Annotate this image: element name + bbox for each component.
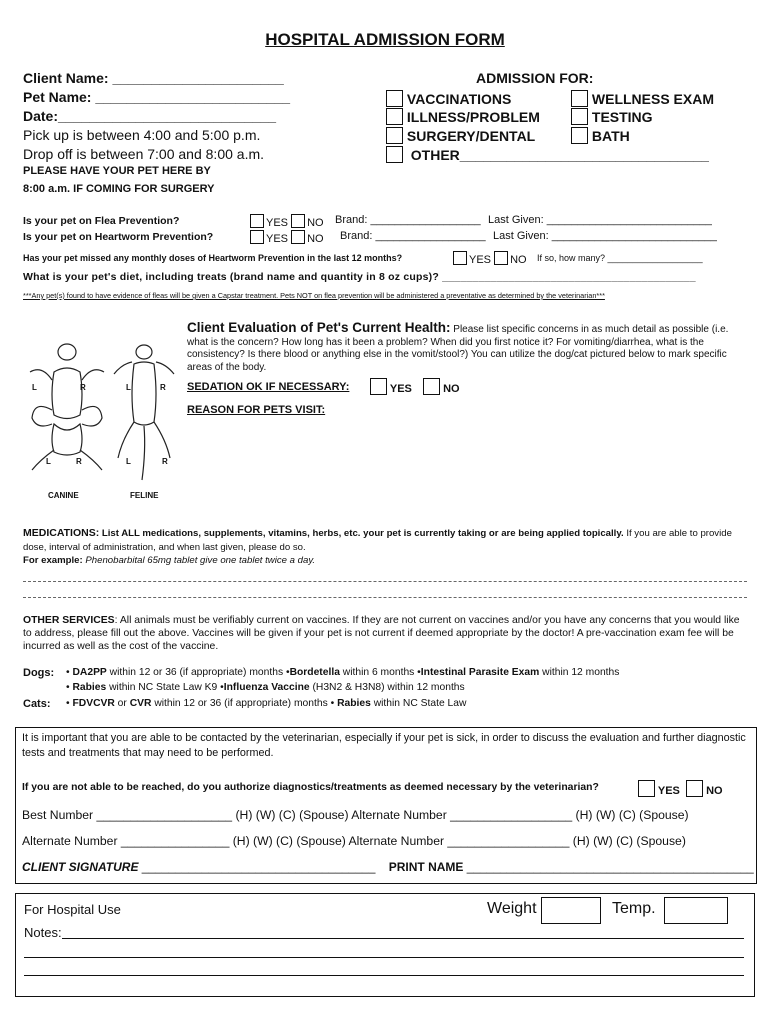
admission-other[interactable]: OTHER________________________________ [386,146,709,163]
heartworm-last-given-field[interactable]: Last Given: ___________________________ [493,230,717,242]
checkbox[interactable] [386,146,403,163]
sedation-yes[interactable]: YES [370,378,412,395]
checkbox[interactable] [423,378,440,395]
contact-important: It is important that you are able to be contacted by the veterinarian, especially if your pet is sick, in order to discuss the evaluation and further diagnostic tests and treatments that may need to be performed. [22,732,746,759]
cats-label: Cats: [23,698,51,710]
signature-row[interactable] [22,860,754,874]
checkbox[interactable] [571,127,588,144]
pickup-text: Pick up is between 4:00 and 5:00 p.m. [23,127,261,143]
admission-vaccinations[interactable]: VACCINATIONS [386,90,511,107]
evaluation-section [187,322,752,374]
temp-label: Temp. [612,900,656,917]
notes-line-1[interactable] [62,938,744,939]
checkbox[interactable] [571,90,588,107]
other-services-label: OTHER SERVICES [23,615,115,626]
form-title: HOSPITAL ADMISSION FORM [265,30,505,49]
canine-hindlegs-icon [32,450,102,470]
admission-bath[interactable]: BATH [571,127,630,144]
missed-doses-question: Has your pet missed any monthly doses of Heartworm Prevention in the last 12 months? [23,253,403,263]
canine-head-icon [58,344,76,360]
canine-label: CANINE [48,491,79,500]
medications-instruction: List ALL medications, supplements, vitamins, herbs, etc. your pet is currently taking or are being applied topically. [101,528,624,539]
reason-for-visit-label: REASON FOR PETS VISIT: [187,404,326,416]
evaluation-heading: Client Evaluation of Pet's Current Health: [187,320,451,335]
surgery-notice-1: PLEASE HAVE YOUR PET HERE BY [23,165,211,177]
checkbox[interactable] [291,230,305,244]
print-name-line[interactable]: ___________________________________________ [466,860,754,874]
checkbox[interactable] [386,127,403,144]
notes-line-2[interactable] [24,957,744,958]
hospital-use-label: For Hospital Use [24,902,121,917]
feline-left-label-2: L [126,457,131,466]
feline-torso-icon [132,362,156,425]
dog-vaccine-line-1: • DA2PP within 12 or 36 (if appropriate) months •Bordetella within 6 months •Intestinal Parasite Exam within 12 months [66,667,620,678]
dropoff-text: Drop off is between 7:00 and 8:00 a.m. [23,146,265,162]
heartworm-brand-field[interactable]: Brand: __________________ [340,230,486,242]
authorize-no[interactable]: NO [686,780,723,797]
flea-last-given-field[interactable]: Last Given: ___________________________ [488,214,712,226]
authorize-question: If you are not able to be reached, do you authorize diagnostics/treatments as deemed necessary by the veterinarian? [22,782,599,793]
other-services-text: : All animals must be verifiably current on vaccines. If they are not current on vaccines and/or you have any concerns that you would like to address, please fill out the above. Vaccines will be given if your pet is not current if deemed appropriate by the doctor! A pre-vaccination exam fee will be incurred as well as the cost of the vaccine. [23,615,740,652]
admission-illness[interactable]: ILLNESS/PROBLEM [386,108,540,125]
feline-tail-icon [142,426,145,480]
checkbox[interactable] [686,780,703,797]
checkbox[interactable] [250,230,264,244]
pet-body-diagram[interactable] [22,340,182,500]
flea-yes-no[interactable]: YES NO [250,214,324,229]
heartworm-yes-no[interactable]: YES NO [250,230,324,245]
evaluation-text: Please list specific concerns in as much detail as possible (i.e. what is the concern? How long has it been a problem? When did you first notice it? For vomiting/diarrhea, what is the consistency? Is there blood or anything else in the vomit/stool?) You can utilize the dog/cat pictured below to mark specific areas of the body. [187,324,729,373]
feline-label: FELINE [130,491,159,500]
notes-line-3[interactable] [24,975,744,976]
dogs-label: Dogs: [23,667,55,679]
example-text: Phenobarbital 65mg tablet give one tablet twice a day. [85,555,316,566]
flea-question: Is your pet on Flea Prevention? [23,215,180,227]
admission-wellness[interactable]: WELLNESS EXAM [571,90,714,107]
checkbox[interactable] [453,251,467,265]
dog-vaccine-line-2: • Rabies within NC State Law K9 •Influenza Vaccine (H3N2 & H3N8) within 12 months [66,682,465,693]
canine-left-label: L [32,383,37,392]
client-name-field[interactable]: Client Name: ______________________ [23,70,284,86]
alternate-number-field[interactable]: Alternate Number ________________ (H) (W) (C) (Spouse) Alternate Number __________________ (H) (W) (C) (Spouse) [22,834,686,848]
checkbox[interactable] [250,214,264,228]
checkbox[interactable] [494,251,508,265]
checkbox[interactable] [370,378,387,395]
canine-forelegs-icon [30,370,104,380]
client-signature-label: CLIENT SIGNATURE [22,860,139,874]
checkbox[interactable] [291,214,305,228]
feline-forelegs-icon [114,362,174,374]
other-services-section [23,614,748,653]
print-name-label: PRINT NAME [388,860,464,874]
checkbox[interactable] [386,90,403,107]
feline-right-label-2: R [162,457,168,466]
feline-head-icon [136,345,152,359]
medications-line-1[interactable] [23,581,747,582]
sedation-label: SEDATION OK IF NECESSARY: [187,381,350,393]
canine-torso-icon [52,368,82,419]
medications-label: MEDICATIONS: [23,527,100,539]
weight-input[interactable] [541,897,601,924]
example-label: For example: [23,555,83,566]
admission-testing[interactable]: TESTING [571,108,653,125]
sedation-no[interactable]: NO [423,378,460,395]
authorize-yes[interactable]: YES [638,780,680,797]
diet-question[interactable]: What is your pet's diet, including treats (brand name and quantity in 8 oz cups)? __________________________________________ [23,271,696,283]
temp-input[interactable] [664,897,728,924]
client-signature-line[interactable]: ___________________________________ [141,860,376,874]
weight-label: Weight [487,900,537,917]
flea-brand-field[interactable]: Brand: __________________ [335,214,481,226]
admission-heading: ADMISSION FOR: [476,70,594,86]
surgery-notice-2: 8:00 a.m. IF COMING FOR SURGERY [23,183,215,195]
missed-count-field[interactable]: If so, how many? ___________________ [537,253,703,263]
medications-line-2[interactable] [23,597,747,598]
notes-label: Notes: [24,925,62,940]
heartworm-question: Is your pet on Heartworm Prevention? [23,231,214,243]
medications-text: If you are able to provide dose, interval of administration, and when last given, please do so. [23,528,732,553]
canine-right-label: R [80,383,86,392]
canine-left-label-2: L [46,457,51,466]
canine-hind-icon [52,424,82,455]
cat-vaccine-line: • FDVCVR or CVR within 12 or 36 (if appropriate) months • Rabies within NC State Law [66,698,467,709]
admission-surgery[interactable]: SURGERY/DENTAL [386,127,535,144]
feline-right-label: R [160,383,166,392]
checkbox[interactable] [571,108,588,125]
pet-name-field[interactable]: Pet Name: _________________________ [23,89,291,105]
checkbox[interactable] [386,108,403,125]
canine-shoulders-icon [32,406,102,426]
medications-section [23,527,748,568]
date-field[interactable]: Date:____________________________ [23,108,277,124]
missed-yes-no[interactable]: YES NO [453,251,527,266]
flea-note: ***Any pet(s) found to have evidence of fleas will be given a Capstar treatment. Pets NOT on flea prevention will be administered a preventative as determined by the veterinarian*** [23,291,605,300]
feline-left-label: L [126,383,131,392]
best-number-field[interactable]: Best Number ____________________ (H) (W) (C) (Spouse) Alternate Number __________________ (H) (W) (C) (Spouse) [22,808,689,822]
checkbox[interactable] [638,780,655,797]
canine-right-label-2: R [76,457,82,466]
